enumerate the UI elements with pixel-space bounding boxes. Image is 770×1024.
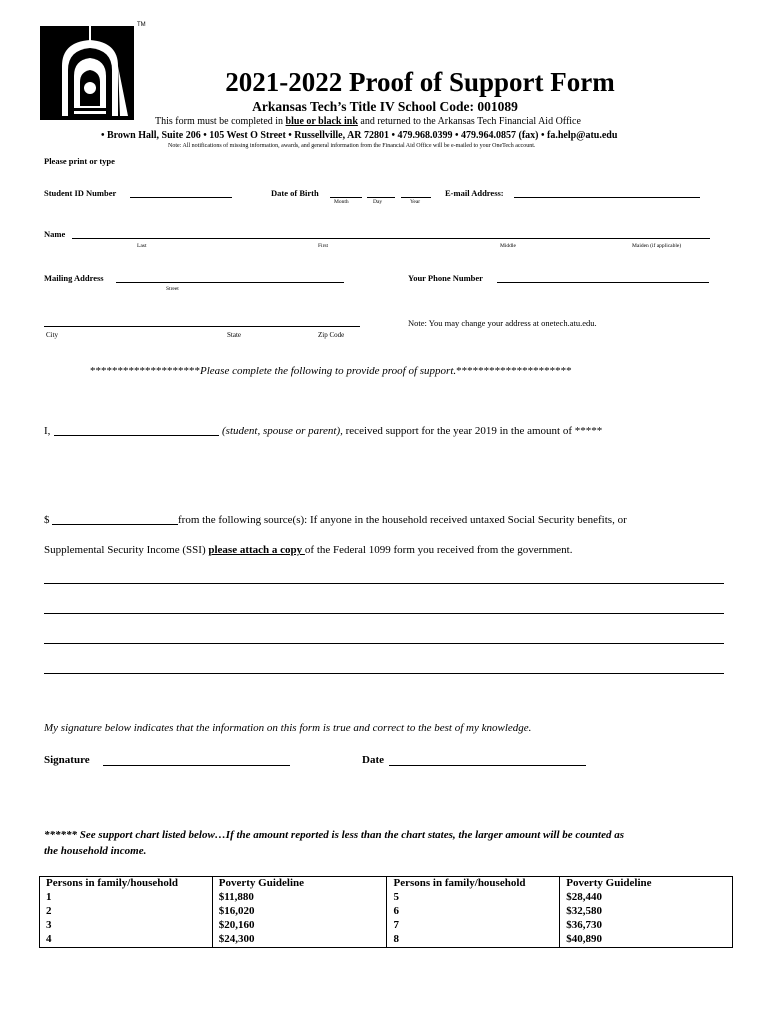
table-cell: 4 xyxy=(40,933,213,948)
print-instruction: Please print or type xyxy=(44,156,115,166)
sources-line[interactable] xyxy=(44,673,724,674)
dob-day-field[interactable] xyxy=(367,197,395,198)
ssi-pre: Supplemental Security Income (SSI) xyxy=(44,544,209,556)
email-field[interactable] xyxy=(514,197,700,198)
table-row xyxy=(40,933,733,948)
date-field[interactable] xyxy=(389,765,586,766)
zip-caption: Zip Code xyxy=(318,331,345,339)
table-cell: $16,020 xyxy=(212,905,387,919)
instr-ink: blue or black ink xyxy=(285,116,358,127)
chart-note: ****** See support chart listed below…If the amount reported is less than the chart states, the larger amount will be counted as xyxy=(44,829,624,841)
support-amount-field[interactable] xyxy=(52,524,178,525)
date-label: Date xyxy=(362,754,384,766)
poverty-guideline-table xyxy=(39,876,733,948)
ssi-post: of the Federal 1099 form you received from the government. xyxy=(304,544,573,556)
ink-instruction xyxy=(155,116,581,127)
dob-month-caption: Month xyxy=(334,199,349,205)
table-header-cell: Persons in family/household xyxy=(40,877,213,892)
signature-field[interactable] xyxy=(103,765,290,766)
table-cell: $20,160 xyxy=(212,919,387,933)
table-cell: 1 xyxy=(40,891,213,905)
support-prompt xyxy=(90,365,572,377)
table-header-cell: Poverty Guideline xyxy=(560,877,733,892)
city-state-zip-field[interactable] xyxy=(44,326,360,327)
table-cell: $11,880 xyxy=(212,891,387,905)
name-middle-caption: Middle xyxy=(500,243,516,249)
name-last-caption: Last xyxy=(137,243,147,249)
ssi-attach: please attach a copy xyxy=(208,544,305,556)
student-id-label: Student ID Number xyxy=(44,188,117,198)
name-label: Name xyxy=(44,229,66,239)
stars-right: ********************* xyxy=(456,365,572,377)
student-id-field[interactable] xyxy=(130,197,232,198)
instr-post: and returned to the Arkansas Tech Financial Aid Office xyxy=(357,116,581,127)
table-header-cell: Poverty Guideline xyxy=(212,877,387,892)
email-label: E-mail Address: xyxy=(445,188,504,198)
table-cell: 3 xyxy=(40,919,213,933)
office-address: • Brown Hall, Suite 206 • 105 West O Street • Russellville, AR 72801 • 479.968.0399 • 479.964.0857 (fax) • fa.help@atu.edu xyxy=(101,130,618,141)
street-caption: Street xyxy=(166,286,179,292)
table-header-cell: Persons in family/household xyxy=(387,877,560,892)
signature-statement: My signature below indicates that the information on this form is true and correct to the best of my knowledge. xyxy=(44,722,532,734)
table-cell: $40,890 xyxy=(560,933,733,948)
sources-text: from the following source(s): If anyone in the household received untaxed Social Security benefits, or xyxy=(178,514,627,526)
table-cell: $24,300 xyxy=(212,933,387,948)
form-title: 2021-2022 Proof of Support Form xyxy=(225,67,615,97)
trademark-mark: TM xyxy=(137,22,146,28)
phone-label: Your Phone Number xyxy=(408,273,483,283)
table-cell: 5 xyxy=(387,891,560,905)
school-code: Arkansas Tech’s Title IV School Code: 001089 xyxy=(252,99,518,114)
table-cell: $36,730 xyxy=(560,919,733,933)
i-label: I, xyxy=(44,425,51,437)
table-row xyxy=(40,919,733,933)
name-first-caption: First xyxy=(318,243,329,249)
table-cell: 6 xyxy=(387,905,560,919)
instr-pre: This form must be completed in xyxy=(155,116,286,127)
address-change-note: Note: You may change your address at onetech.atu.edu. xyxy=(408,318,597,328)
table-cell: $28,440 xyxy=(560,891,733,905)
sources-line[interactable] xyxy=(44,643,724,644)
table-row xyxy=(40,905,733,919)
chart-note-cont: the household income. xyxy=(44,845,147,857)
dollar-label: $ xyxy=(44,514,50,526)
support-statement xyxy=(222,425,602,437)
mailing-address-label: Mailing Address xyxy=(44,273,104,283)
dob-month-field[interactable] xyxy=(330,197,362,198)
city-caption: City xyxy=(46,331,59,339)
dob-year-field[interactable] xyxy=(401,197,431,198)
dob-label: Date of Birth xyxy=(271,188,319,198)
dob-day-caption: Day xyxy=(373,199,383,205)
role-text: (student, spouse or parent), xyxy=(222,425,343,437)
table-row xyxy=(40,891,733,905)
stars-left: ******************** xyxy=(90,365,200,377)
email-note: Note: All notifications of missing information, awards, and general information from the Financial Aid Office will be e-mailed to your OneTech account. xyxy=(168,143,536,149)
table-cell: $32,580 xyxy=(560,905,733,919)
sources-line[interactable] xyxy=(44,613,724,614)
state-caption: State xyxy=(227,331,241,339)
dob-year-caption: Year xyxy=(410,199,421,205)
sources-line[interactable] xyxy=(44,583,724,584)
ssi-statement xyxy=(44,544,572,556)
supporter-name-field[interactable] xyxy=(54,435,219,436)
phone-field[interactable] xyxy=(497,282,709,283)
prompt-text: Please complete the following to provide proof of support. xyxy=(200,365,457,377)
table-cell: 2 xyxy=(40,905,213,919)
name-maiden-caption: Maiden (if applicable) xyxy=(632,243,682,249)
table-cell: 7 xyxy=(387,919,560,933)
name-field[interactable] xyxy=(72,238,710,239)
table-cell: 8 xyxy=(387,933,560,948)
table-header-row xyxy=(40,877,733,892)
statement-text: received support for the year 2019 in the amount of ***** xyxy=(342,425,603,437)
signature-label: Signature xyxy=(44,754,90,766)
mailing-address-field[interactable] xyxy=(116,282,344,283)
